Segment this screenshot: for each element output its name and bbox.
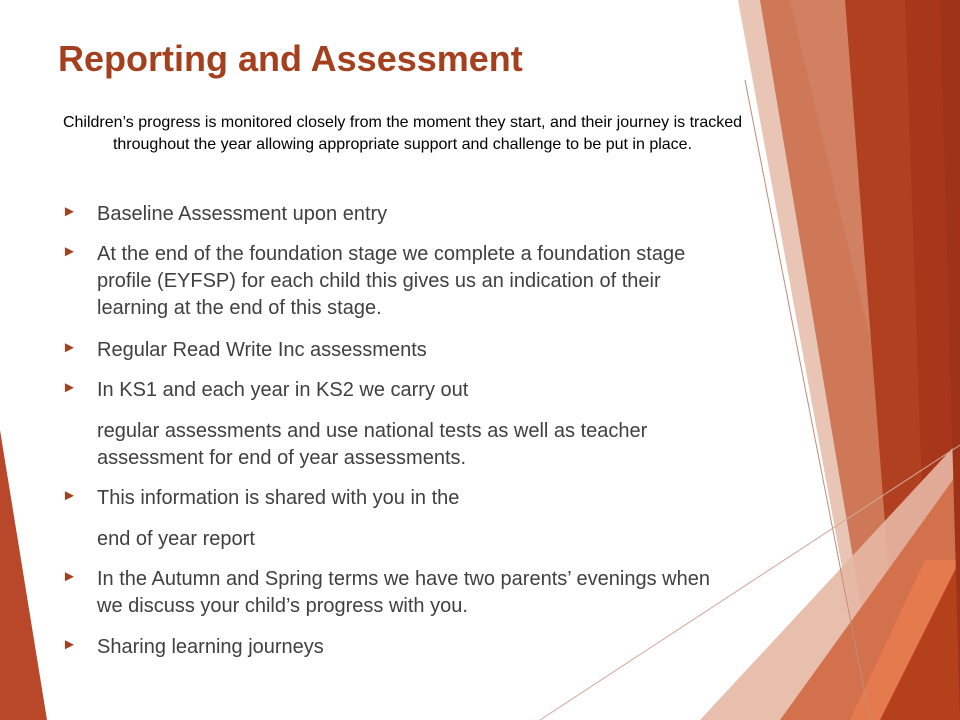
- intro-paragraph: Children’s progress is monitored closely from the moment they start, and their journey is tracked throughout the year allowing appropriate support and challenge to be put in place.: [62, 114, 743, 153]
- bullet-arrow-icon: ►: [62, 203, 77, 220]
- bullet-text: This information is shared with you in the: [97, 487, 460, 509]
- bullet-text: Regular Read Write Inc assessments: [97, 339, 427, 361]
- bullet-text: In the Autumn and Spring terms we have two parents’ evenings when we discuss your child’s progress with you.: [97, 568, 710, 617]
- slide-title: Reporting and Assessment: [58, 38, 523, 79]
- bullet-continuation-text: regular assessments and use national tests as well as teacher assessment for end of year assessments.: [97, 420, 648, 469]
- bullet-text: In KS1 and each year in KS2 we carry out: [97, 379, 469, 401]
- bullet-arrow-icon: ►: [62, 379, 77, 396]
- bullet-continuation-text: end of year report: [97, 528, 255, 550]
- bullet-arrow-icon: ►: [62, 636, 77, 653]
- bullet-arrow-icon: ►: [62, 487, 77, 504]
- bullet-text: Sharing learning journeys: [97, 636, 324, 658]
- bullet-text: Baseline Assessment upon entry: [97, 203, 388, 225]
- bullet-text: At the end of the foundation stage we complete a foundation stage profile (EYFSP) for each child this gives us an indication of their learning at the end of this stage.: [97, 243, 686, 319]
- bullet-arrow-icon: ►: [62, 339, 77, 356]
- bullet-arrow-icon: ►: [62, 568, 77, 585]
- bullet-arrow-icon: ►: [62, 243, 77, 260]
- left-edge-wedge: [0, 430, 47, 720]
